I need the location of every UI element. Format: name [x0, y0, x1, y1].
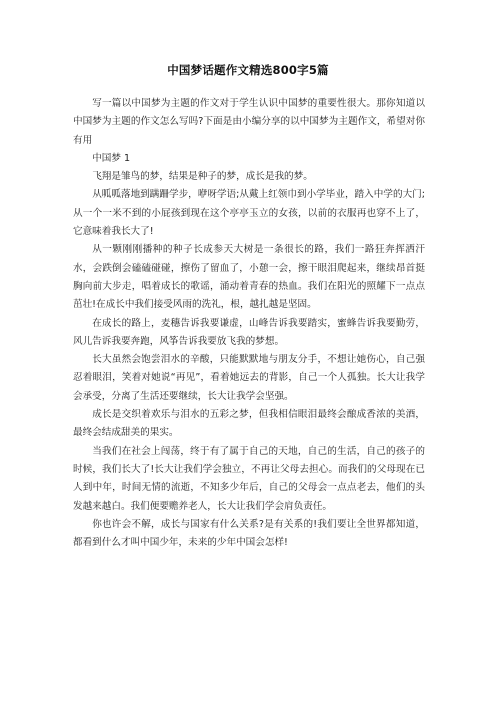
- intro-paragraph: 写一篇以中国梦为主题的作文对于学生认识中国梦的重要性很大。那你知道以中国梦为主题的作文怎么写吗?下面是由小编分享的以中国梦为主题作文，希望对你有用: [73, 98, 425, 146]
- body-paragraph: 长大虽然会饱尝泪水的辛酸，只能默默地与朋友分手，不想让她伤心，自己强忍着眼泪，笑着对她说“再见”，看着她远去的背影，自己一个人孤独。长大让我学会承受，分离了生活还要继续，长大让我学会坚强。: [73, 354, 425, 402]
- body-paragraph: 成长是交织着欢乐与泪水的五彩之梦，但我相信眼泪最终会酿成香浓的美酒，最终会结成甜美的果实。: [73, 409, 425, 439]
- body-paragraph: 当我们在社会上闯荡，终于有了属于自己的天地，自己的生活，自己的孩子的时候，我们长大了!长大让我们学会独立，不再让父母去担心。而我们的父母现在已人到中年，时间无情的流逝，不知多少年后，自己的父母会一点点老去，他们的头发越来越白。我们便要赡养老人，长大让我们学会肩负责任。: [73, 445, 425, 512]
- body-paragraph: 在成长的路上，麦穗告诉我要谦虚，山峰告诉我要踏实，蜜蜂告诉我要勤劳，风儿告诉我要奔跑，风筝告诉我要放飞我的梦想。: [73, 317, 425, 347]
- document-body: [73, 95, 425, 552]
- body-paragraph: 飞翔是雏鸟的梦，结果是种子的梦，成长是我的梦。: [92, 171, 313, 183]
- body-paragraph: 从呱呱落地到蹒跚学步，咿呀学语;从戴上红领巾到小学毕业，踏入中学的大门;从一个一米不到的小屁孩到现在这个亭亭玉立的女孩，以前的衣服再也穿不上了，它意味着我长大了!: [73, 189, 425, 238]
- section-heading: 中国梦 1: [92, 152, 131, 164]
- body-paragraph: 你也许会不解，成长与国家有什么关系?是有关系的!我们要让全世界都知道，都看到什么才叫中国少年，未来的少年中国会怎样!: [73, 518, 425, 549]
- document-title: 中国梦话题作文精选800字5篇: [167, 63, 329, 77]
- body-paragraph: 从一颗刚刚播种的种子长成参天大树是一条很长的路，我们一路狂奔挥洒汗水，会跌倒会磕磕碰碰，擦伤了留血了，小憩一会，擦干眼泪爬起来，继续昂首挺胸向前大步走，唱着成长的歌谣，涌动着青春的热血。我们在阳光的照耀下一点点茁壮!在成长中我们接受风雨的洗礼，根，越扎越是坚固。: [73, 244, 425, 311]
